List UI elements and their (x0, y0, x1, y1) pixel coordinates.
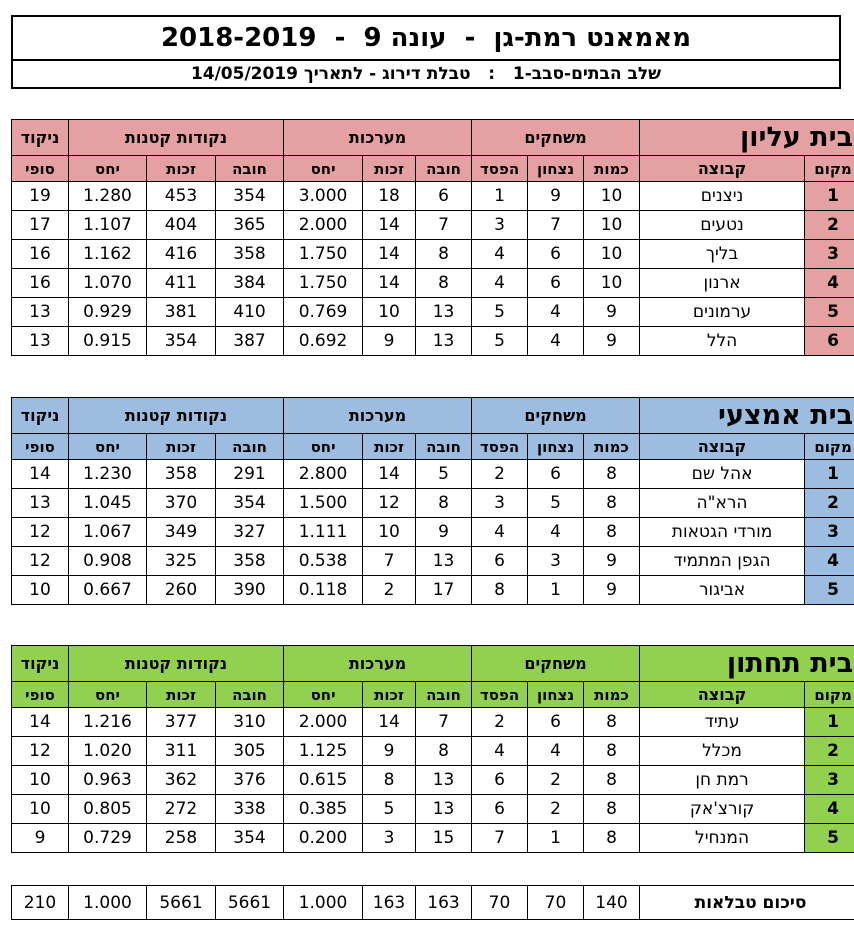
points-for: 325 (147, 547, 216, 576)
final-score-header-bottom: סופי (12, 434, 69, 460)
rank-header: מקום (805, 682, 854, 708)
games-header: משחקים (472, 398, 640, 434)
group-subheader-row (12, 156, 854, 182)
team-name: ערמונים (640, 298, 805, 327)
points-against: 354 (216, 182, 284, 211)
sets-ratio: 0.769 (284, 298, 363, 327)
final-score-header-top: ניקוד (12, 120, 69, 156)
played-header: כמות (584, 156, 640, 182)
group-name: בית עליון (640, 120, 854, 156)
sets-against: 13 (416, 795, 472, 824)
table-row (12, 518, 854, 547)
games-won: 6 (528, 460, 584, 489)
summary-pts-against: 5661 (216, 886, 284, 920)
sets-for: 14 (363, 269, 416, 298)
games-won: 1 (528, 824, 584, 853)
table-row (12, 489, 854, 518)
games-played: 8 (584, 824, 640, 853)
points-header: נקודות קטנות (69, 398, 284, 434)
final-score: 10 (12, 576, 69, 605)
points-against: 305 (216, 737, 284, 766)
games-lost: 1 (472, 182, 528, 211)
sets-for: 7 (363, 547, 416, 576)
points-for: 349 (147, 518, 216, 547)
table-row (12, 269, 854, 298)
games-lost: 7 (472, 824, 528, 853)
games-lost: 4 (472, 737, 528, 766)
sets-against: 17 (416, 576, 472, 605)
final-score: 16 (12, 269, 69, 298)
sets-for: 14 (363, 708, 416, 737)
sets-against: 13 (416, 766, 472, 795)
sets-for: 14 (363, 240, 416, 269)
points-against: 310 (216, 708, 284, 737)
team-name: ניצנים (640, 182, 805, 211)
sets-ratio: 0.385 (284, 795, 363, 824)
final-score: 16 (12, 240, 69, 269)
games-won: 4 (528, 518, 584, 547)
table-row (12, 576, 854, 605)
points-ratio: 1.280 (69, 182, 147, 211)
games-won: 4 (528, 298, 584, 327)
games-lost: 4 (472, 518, 528, 547)
games-won: 9 (528, 182, 584, 211)
games-won: 6 (528, 240, 584, 269)
final-score-header-top: ניקוד (12, 398, 69, 434)
points-for: 411 (147, 269, 216, 298)
games-won: 5 (528, 489, 584, 518)
group-header-row (12, 398, 854, 434)
sets-for-header: זכות (363, 156, 416, 182)
games-played: 10 (584, 182, 640, 211)
points-for: 362 (147, 766, 216, 795)
games-played: 8 (584, 518, 640, 547)
points-ratio: 0.805 (69, 795, 147, 824)
team-name: רמת חן (640, 766, 805, 795)
team-rank: 5 (805, 824, 854, 853)
team-name: הלל (640, 327, 805, 356)
games-lost: 2 (472, 460, 528, 489)
team-rank: 1 (805, 182, 854, 211)
sets-ratio: 0.200 (284, 824, 363, 853)
lost-header: הפסד (472, 156, 528, 182)
final-score: 17 (12, 211, 69, 240)
page-title: מאמאנט רמת-גן - עונה 9 - 2018-2019 (160, 23, 692, 53)
final-score: 12 (12, 518, 69, 547)
sets-ratio: 0.118 (284, 576, 363, 605)
points-for-header: זכות (147, 434, 216, 460)
final-score: 12 (12, 737, 69, 766)
table-row (12, 766, 854, 795)
played-header: כמות (584, 682, 640, 708)
sets-against-header: חובה (416, 434, 472, 460)
team-name: המנחיל (640, 824, 805, 853)
final-score: 10 (12, 766, 69, 795)
team-rank: 4 (805, 547, 854, 576)
points-against: 358 (216, 547, 284, 576)
sets-ratio: 1.500 (284, 489, 363, 518)
team-rank: 6 (805, 327, 854, 356)
final-score-header-bottom: סופי (12, 156, 69, 182)
points-for: 377 (147, 708, 216, 737)
group-name: בית אמצעי (640, 398, 854, 434)
games-played: 10 (584, 211, 640, 240)
summary-table (11, 885, 854, 920)
team-header: קבוצה (640, 682, 805, 708)
points-for: 381 (147, 298, 216, 327)
points-against: 338 (216, 795, 284, 824)
final-score: 13 (12, 298, 69, 327)
final-score: 14 (12, 460, 69, 489)
points-against: 327 (216, 518, 284, 547)
page-subtitle: שלב הבתים-סבב-1 : טבלת דירוג - לתאריך 14/05/2019 (190, 64, 662, 84)
sets-header: מערכות (284, 120, 472, 156)
rank-header: מקום (805, 156, 854, 182)
sets-against: 13 (416, 327, 472, 356)
sets-against: 13 (416, 547, 472, 576)
summary-sets-ratio: 1.000 (284, 886, 363, 920)
sets-ratio: 2.000 (284, 211, 363, 240)
games-won: 6 (528, 708, 584, 737)
points-for: 354 (147, 327, 216, 356)
group-header-row (12, 120, 854, 156)
team-name: מורדי הגטאות (640, 518, 805, 547)
points-for: 453 (147, 182, 216, 211)
games-played: 8 (584, 795, 640, 824)
points-against-header: חובה (216, 156, 284, 182)
table-row (12, 795, 854, 824)
games-lost: 3 (472, 489, 528, 518)
summary-lost: 70 (472, 886, 528, 920)
summary-sets-against: 163 (416, 886, 472, 920)
sets-ratio: 2.800 (284, 460, 363, 489)
team-rank: 3 (805, 240, 854, 269)
sets-ratio-header: יחס (284, 434, 363, 460)
final-score: 10 (12, 795, 69, 824)
team-rank: 4 (805, 269, 854, 298)
group-subheader-row (12, 434, 854, 460)
sets-ratio: 1.111 (284, 518, 363, 547)
points-against: 384 (216, 269, 284, 298)
points-for: 416 (147, 240, 216, 269)
sets-ratio: 0.692 (284, 327, 363, 356)
points-against: 354 (216, 824, 284, 853)
games-played: 9 (584, 298, 640, 327)
points-ratio: 1.216 (69, 708, 147, 737)
games-won: 4 (528, 737, 584, 766)
team-rank: 1 (805, 708, 854, 737)
points-ratio: 0.929 (69, 298, 147, 327)
final-score: 13 (12, 489, 69, 518)
table-row (12, 460, 854, 489)
table-row (12, 182, 854, 211)
games-lost: 6 (472, 547, 528, 576)
games-lost: 6 (472, 795, 528, 824)
sets-for-header: זכות (363, 682, 416, 708)
sets-for: 14 (363, 211, 416, 240)
final-score: 12 (12, 547, 69, 576)
points-ratio: 0.963 (69, 766, 147, 795)
games-lost: 5 (472, 327, 528, 356)
sets-for: 8 (363, 766, 416, 795)
team-rank: 3 (805, 518, 854, 547)
games-won: 3 (528, 547, 584, 576)
team-rank: 2 (805, 737, 854, 766)
final-score: 9 (12, 824, 69, 853)
team-rank: 2 (805, 211, 854, 240)
points-ratio: 0.729 (69, 824, 147, 853)
table-row (12, 547, 854, 576)
points-for: 260 (147, 576, 216, 605)
summary-label: סיכום טבלאות (640, 886, 854, 920)
final-score: 13 (12, 327, 69, 356)
team-rank: 4 (805, 795, 854, 824)
won-header: נצחון (528, 682, 584, 708)
games-lost: 4 (472, 269, 528, 298)
games-played: 8 (584, 460, 640, 489)
games-played: 10 (584, 269, 640, 298)
sets-ratio: 1.750 (284, 269, 363, 298)
summary-score: 210 (12, 886, 69, 920)
sets-for: 18 (363, 182, 416, 211)
sets-against: 8 (416, 269, 472, 298)
team-name: אהל שם (640, 460, 805, 489)
lost-header: הפסד (472, 682, 528, 708)
lost-header: הפסד (472, 434, 528, 460)
team-name: נטעים (640, 211, 805, 240)
games-won: 6 (528, 269, 584, 298)
points-ratio: 1.045 (69, 489, 147, 518)
points-against: 358 (216, 240, 284, 269)
sets-ratio: 1.750 (284, 240, 363, 269)
points-against: 387 (216, 327, 284, 356)
team-rank: 5 (805, 576, 854, 605)
sets-against: 8 (416, 489, 472, 518)
games-header: משחקים (472, 646, 640, 682)
points-against: 410 (216, 298, 284, 327)
played-header: כמות (584, 434, 640, 460)
table-row (12, 327, 854, 356)
sets-for-header: זכות (363, 434, 416, 460)
points-against: 390 (216, 576, 284, 605)
points-for: 258 (147, 824, 216, 853)
points-ratio-header: יחס (69, 434, 147, 460)
points-for: 311 (147, 737, 216, 766)
sets-against: 9 (416, 518, 472, 547)
points-header: נקודות קטנות (69, 646, 284, 682)
games-played: 8 (584, 708, 640, 737)
sets-for: 2 (363, 576, 416, 605)
team-rank: 5 (805, 298, 854, 327)
sets-for: 10 (363, 518, 416, 547)
group-name: בית תחתון (640, 646, 854, 682)
team-name: אביגור (640, 576, 805, 605)
sets-header: מערכות (284, 646, 472, 682)
summary-played: 140 (584, 886, 640, 920)
sets-ratio: 0.615 (284, 766, 363, 795)
sets-against: 6 (416, 182, 472, 211)
points-ratio: 0.908 (69, 547, 147, 576)
sets-against: 8 (416, 240, 472, 269)
points-ratio: 1.230 (69, 460, 147, 489)
summary-won: 70 (528, 886, 584, 920)
page-subtitle-box (11, 59, 841, 89)
team-name: הרא"ה (640, 489, 805, 518)
sets-against: 7 (416, 708, 472, 737)
sets-for: 10 (363, 298, 416, 327)
points-against-header: חובה (216, 682, 284, 708)
page-title-box (11, 15, 841, 61)
team-name: בליך (640, 240, 805, 269)
sets-against: 15 (416, 824, 472, 853)
team-rank: 2 (805, 489, 854, 518)
points-ratio-header: יחס (69, 156, 147, 182)
games-played: 9 (584, 547, 640, 576)
games-won: 4 (528, 327, 584, 356)
final-score-header-top: ניקוד (12, 646, 69, 682)
team-name: הגפן המתמיד (640, 547, 805, 576)
sets-for: 3 (363, 824, 416, 853)
team-rank: 1 (805, 460, 854, 489)
sets-ratio: 3.000 (284, 182, 363, 211)
points-against: 376 (216, 766, 284, 795)
games-played: 10 (584, 240, 640, 269)
points-ratio: 1.067 (69, 518, 147, 547)
sets-against: 5 (416, 460, 472, 489)
games-won: 7 (528, 211, 584, 240)
won-header: נצחון (528, 156, 584, 182)
points-against: 365 (216, 211, 284, 240)
team-name: ארנון (640, 269, 805, 298)
sets-for: 9 (363, 327, 416, 356)
team-name: עתיד (640, 708, 805, 737)
won-header: נצחון (528, 434, 584, 460)
sets-for: 12 (363, 489, 416, 518)
sets-ratio: 1.125 (284, 737, 363, 766)
points-ratio: 1.070 (69, 269, 147, 298)
games-played: 9 (584, 576, 640, 605)
team-name: קורצ'אק (640, 795, 805, 824)
games-lost: 5 (472, 298, 528, 327)
sets-against-header: חובה (416, 156, 472, 182)
summary-sets-for: 163 (363, 886, 416, 920)
games-won: 2 (528, 766, 584, 795)
final-score: 19 (12, 182, 69, 211)
group-header-row (12, 646, 854, 682)
table-row (12, 211, 854, 240)
games-header: משחקים (472, 120, 640, 156)
sets-against: 8 (416, 737, 472, 766)
sets-against-header: חובה (416, 682, 472, 708)
summary-pts-for: 5661 (147, 886, 216, 920)
sets-against: 7 (416, 211, 472, 240)
points-for: 404 (147, 211, 216, 240)
sets-for: 5 (363, 795, 416, 824)
points-ratio: 1.020 (69, 737, 147, 766)
points-for: 272 (147, 795, 216, 824)
games-won: 1 (528, 576, 584, 605)
table-row (12, 824, 854, 853)
games-played: 9 (584, 327, 640, 356)
sets-for: 14 (363, 460, 416, 489)
summary-pts-ratio: 1.000 (69, 886, 147, 920)
sets-ratio: 0.538 (284, 547, 363, 576)
games-played: 8 (584, 489, 640, 518)
games-lost: 4 (472, 240, 528, 269)
games-lost: 3 (472, 211, 528, 240)
games-played: 8 (584, 766, 640, 795)
games-lost: 2 (472, 708, 528, 737)
group-table-middle (11, 397, 854, 605)
team-name: מכלל (640, 737, 805, 766)
sets-ratio-header: יחס (284, 156, 363, 182)
summary-row (12, 886, 854, 920)
games-won: 2 (528, 795, 584, 824)
team-header: קבוצה (640, 156, 805, 182)
points-header: נקודות קטנות (69, 120, 284, 156)
points-for-header: זכות (147, 156, 216, 182)
sets-header: מערכות (284, 398, 472, 434)
points-ratio: 1.162 (69, 240, 147, 269)
rank-header: מקום (805, 434, 854, 460)
points-ratio: 0.667 (69, 576, 147, 605)
points-against: 354 (216, 489, 284, 518)
final-score-header-bottom: סופי (12, 682, 69, 708)
table-row (12, 708, 854, 737)
points-against: 291 (216, 460, 284, 489)
sets-ratio-header: יחס (284, 682, 363, 708)
team-header: קבוצה (640, 434, 805, 460)
points-for: 370 (147, 489, 216, 518)
points-ratio: 0.915 (69, 327, 147, 356)
group-subheader-row (12, 682, 854, 708)
table-row (12, 240, 854, 269)
sets-against: 13 (416, 298, 472, 327)
games-lost: 8 (472, 576, 528, 605)
team-rank: 3 (805, 766, 854, 795)
points-for-header: זכות (147, 682, 216, 708)
sets-ratio: 2.000 (284, 708, 363, 737)
games-played: 8 (584, 737, 640, 766)
points-against-header: חובה (216, 434, 284, 460)
points-ratio-header: יחס (69, 682, 147, 708)
points-ratio: 1.107 (69, 211, 147, 240)
table-row (12, 298, 854, 327)
points-for: 358 (147, 460, 216, 489)
group-table-lower (11, 645, 854, 853)
group-table-upper (11, 119, 854, 356)
sets-for: 9 (363, 737, 416, 766)
table-row (12, 737, 854, 766)
games-lost: 6 (472, 766, 528, 795)
final-score: 14 (12, 708, 69, 737)
